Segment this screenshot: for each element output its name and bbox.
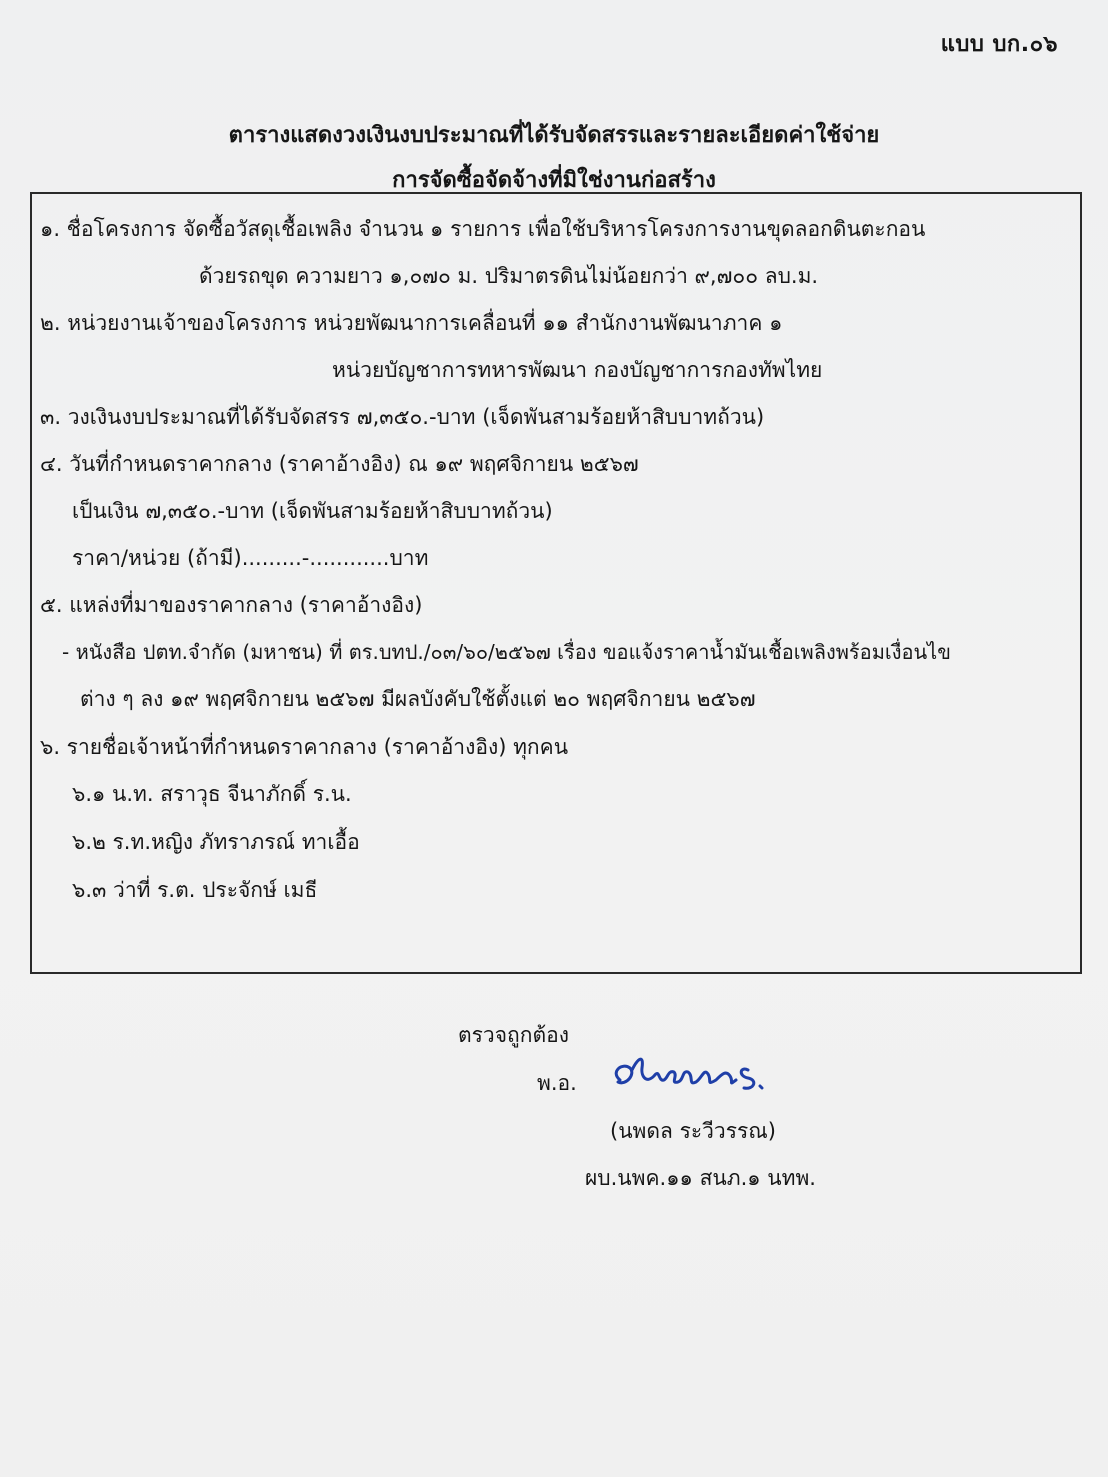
- document-title-line2: การจัดซื้อจัดจ้างที่มิใช่งานก่อสร้าง: [392, 168, 716, 193]
- committee-member-1: ๖.๑ น.ท. สราวุธ จีนาภักดิ์ ร.น.: [72, 782, 352, 806]
- item1-project-name-cont: ด้วยรถขุด ความยาว ๑,๐๗๐ ม. ปริมาตรดินไม่น้อยกว่า ๙,๗๐๐ ลบ.ม.: [199, 264, 819, 288]
- item6-committee: ๖. รายชื่อเจ้าหน้าที่กำหนดราคากลาง (ราคาอ้างอิง) ทุกคน: [40, 735, 569, 759]
- verified-label: ตรวจถูกต้อง: [458, 1023, 569, 1047]
- item1-project-name: ๑. ชื่อโครงการ จัดซื้อวัสดุเชื้อเพลิง จำนวน ๑ รายการ เพื่อใช้บริหารโครงการงานขุดลอกดินตะกอน: [40, 217, 926, 241]
- signer-position: ผบ.นพค.๑๑ สนภ.๑ นทพ.: [585, 1166, 816, 1190]
- document-title-line1: ตารางแสดงวงเงินงบประมาณที่ได้รับจัดสรรและรายละเอียดค่าใช้จ่าย: [228, 123, 880, 148]
- form-code: แบบ บก.๐๖: [940, 32, 1058, 57]
- item5-source-letter-cont: ต่าง ๆ ลง ๑๙ พฤศจิกายน ๒๕๖๗ มีผลบังคับใช้ตั้งแต่ ๒๐ พฤศจิกายน ๒๕๖๗: [80, 687, 756, 711]
- committee-member-3: ๖.๓ ว่าที่ ร.ต. ประจักษ์ เมธี: [72, 878, 318, 902]
- item5-price-source: ๕. แหล่งที่มาของราคากลาง (ราคาอ้างอิง): [40, 593, 423, 617]
- item4-unit-price: ราคา/หน่วย (ถ้ามี).........-............บาท: [72, 546, 429, 570]
- item5-source-letter: - หนังสือ ปตท.จำกัด (มหาชน) ที่ ตร.บทป./๐๓/๖๐/๒๕๖๗ เรื่อง ขอแจ้งราคาน้ำมันเชื้อเพลิงพร้อมเงื่อนไข: [62, 640, 951, 664]
- item4-amount: เป็นเงิน ๗,๓๕๐.-บาท (เจ็ดพันสามร้อยห้าสิบบาทถ้วน): [72, 499, 553, 523]
- signer-name: (นพดล ระวีวรรณ): [610, 1119, 776, 1143]
- item2-owner-unit-cont: หน่วยบัญชาการทหารพัฒนา กองบัญชาการกองทัพไทย: [332, 358, 823, 382]
- item4-reference-date: ๔. วันที่กำหนดราคากลาง (ราคาอ้างอิง) ณ ๑๙ พฤศจิกายน ๒๕๖๗: [40, 452, 639, 476]
- handwritten-signature: [608, 1050, 788, 1100]
- signer-rank: พ.อ.: [537, 1071, 577, 1095]
- item2-owner-unit: ๒. หน่วยงานเจ้าของโครงการ หน่วยพัฒนาการเคลื่อนที่ ๑๑ สำนักงานพัฒนาภาค ๑: [40, 311, 783, 335]
- item3-budget: ๓. วงเงินงบประมาณที่ได้รับจัดสรร ๗,๓๕๐.-บาท (เจ็ดพันสามร้อยห้าสิบบาทถ้วน): [40, 405, 765, 429]
- committee-member-2: ๖.๒ ร.ท.หญิง ภัทราภรณ์ ทาเอื้อ: [72, 830, 360, 854]
